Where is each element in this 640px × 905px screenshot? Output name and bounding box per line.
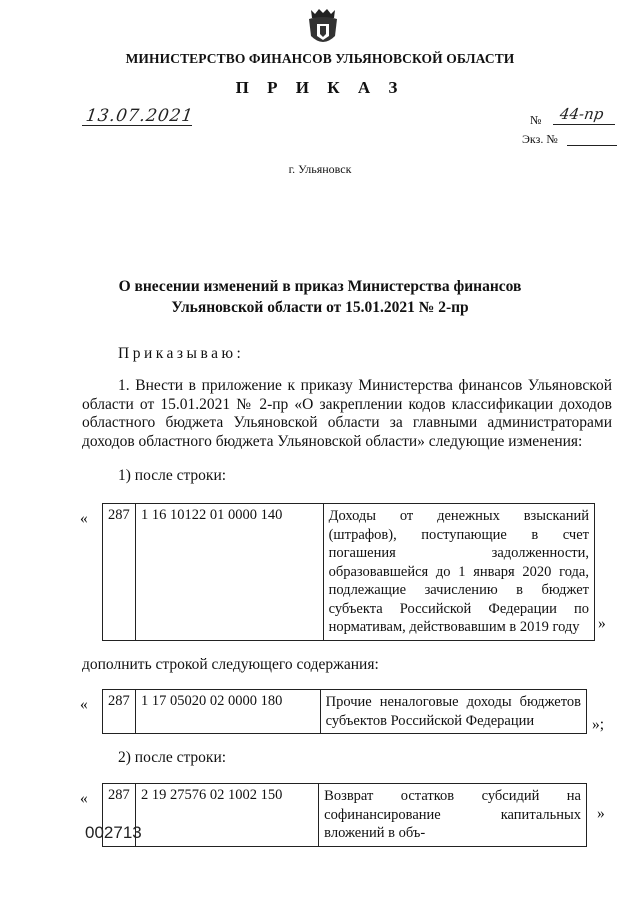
code-description: Прочие неналоговые доходы бюджетов субъектов Российской Федерации <box>320 690 586 734</box>
table-row <box>103 690 587 734</box>
subitem-1: 1) после строки: <box>118 467 227 484</box>
table-row <box>103 784 587 847</box>
copy-number-underline <box>567 145 617 146</box>
ministry-name: МИНИСТЕРСТВО ФИНАНСОВ УЛЬЯНОВСКОЙ ОБЛАСТИ <box>125 51 515 66</box>
city: г. Ульяновск <box>288 162 352 176</box>
close-quote: »; <box>592 716 605 733</box>
budget-code: 1 17 05020 02 0000 180 <box>135 690 320 734</box>
admin-code: 287 <box>103 504 136 641</box>
order-word: Приказываю: <box>118 345 245 362</box>
copy-number-label: Экз. № <box>522 132 558 146</box>
supplement-text: дополнить строкой следующего содержания: <box>82 656 379 673</box>
document-subject <box>80 276 560 318</box>
close-quote: » <box>597 805 605 822</box>
code-table-2 <box>102 689 587 734</box>
number-label: № <box>530 113 542 127</box>
admin-code: 287 <box>103 784 136 847</box>
open-quote: « <box>80 696 88 713</box>
subitem-2: 2) после строки: <box>118 749 227 766</box>
subject-line-1: О внесении изменений в приказ Министерства финансов <box>118 278 522 295</box>
stamp-number: 002713 <box>85 823 142 842</box>
code-table-1 <box>102 503 595 641</box>
budget-code: 2 19 27576 02 1002 150 <box>135 784 318 847</box>
table-row <box>103 504 595 641</box>
date-underline <box>82 125 192 126</box>
handwritten-number: 44-пр <box>558 105 605 123</box>
subject-line-2: Ульяновской области от 15.01.2021 № 2-пр <box>171 299 469 316</box>
document-type: П Р И К А З <box>235 78 405 97</box>
code-description: Доходы от денежных взысканий (штрафов), поступающие в счет погашения задолженности, образовавшейся до 1 января 2020 года, подлежащие зачислению в бюджет субъекта Российской Федерации по нормативам, действовавшим в 2019 году <box>323 504 594 641</box>
close-quote: » <box>598 615 606 632</box>
budget-code: 1 16 10122 01 0000 140 <box>135 504 323 641</box>
code-table-3 <box>102 783 587 847</box>
open-quote: « <box>80 510 88 527</box>
admin-code: 287 <box>103 690 136 734</box>
number-underline <box>553 124 615 125</box>
open-quote: « <box>80 790 88 807</box>
handwritten-date: 13.07.2021 <box>84 106 195 126</box>
paragraph-1: 1. Внести в приложение к приказу Министерства финансов Ульяновской области от 15.01.2021 № 2-пр «О закреплении кодов классификации доходов областного бюджета Ульяновской области за главными администраторами доходов областного бюджета Ульяновской области» следующие изменения: <box>82 377 612 450</box>
code-description: Возврат остатков субсидий на софинансирование капитальных вложений в объ- <box>319 784 587 847</box>
coat-of-arms-icon <box>305 6 341 48</box>
